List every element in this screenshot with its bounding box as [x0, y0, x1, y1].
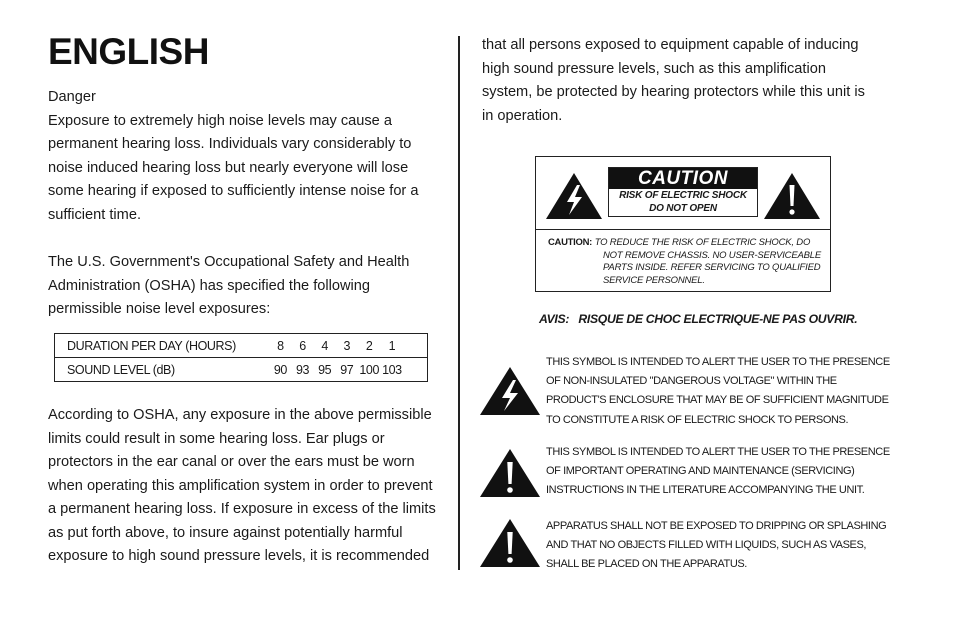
symbol-text-line: PRODUCT'S ENCLOSURE THAT MAY BE OF SUFFICIENT MAGNITUDE	[546, 394, 889, 407]
table-cell: 93	[295, 362, 310, 377]
symbol-text-line: THIS SYMBOL IS INTENDED TO ALERT THE USER TO THE PRESENCE	[546, 356, 890, 368]
caution-panel	[608, 167, 758, 217]
symbol-text-line: APPARATUS SHALL NOT BE EXPOSED TO DRIPPING OR SPLASHING	[546, 520, 887, 532]
symbol-text-line: OF IMPORTANT OPERATING AND MAINTENANCE (SERVICING)	[546, 465, 855, 478]
symbol-text-line: THIS SYMBOL IS INTENDED TO ALERT THE USER TO THE PRESENCE	[546, 446, 890, 458]
table-cell: 103	[382, 362, 402, 377]
table-cell: 8	[269, 334, 291, 358]
table-row	[55, 358, 428, 382]
caution-line: DO NOT OPEN	[649, 203, 717, 214]
according-line: as put forth above, to insure against potentially harmful	[48, 524, 403, 541]
caution-note-line: SERVICE PERSONNEL.	[603, 274, 705, 286]
continuation-paragraph	[482, 34, 882, 128]
column-divider	[458, 36, 460, 570]
noise-exposure-table	[54, 333, 428, 382]
table-cell: 2	[358, 334, 381, 358]
danger-line: permanent hearing loss. Individuals vary considerably to	[48, 136, 412, 152]
continuation-line: that all persons exposed to equipment capable of inducing	[482, 37, 859, 53]
lightning-triangle-icon	[544, 171, 604, 221]
danger-paragraph	[48, 86, 440, 227]
osha-line: The U.S. Government's Occupational Safety and Health	[48, 254, 410, 270]
danger-line: Exposure to extremely high noise levels may cause a	[48, 112, 392, 129]
symbol-text-line: INSTRUCTIONS IN THE LITERATURE ACCOMPANYING THE UNIT.	[546, 484, 865, 497]
osha-line: Administration (OSHA) has specified the following	[48, 277, 371, 294]
avis-warning: AVIS: RISQUE DE CHOC ELECTRIQUE-NE PAS OUVRIR.	[539, 312, 858, 326]
table-cell: 3	[336, 334, 358, 358]
exclamation-triangle-icon	[478, 517, 542, 569]
according-line: limits could result in some hearing loss. Ear plugs or	[48, 430, 385, 447]
according-paragraph	[48, 404, 443, 569]
continuation-line: in operation.	[482, 107, 563, 124]
danger-line: some hearing if exposed to sufficiently intense noise for a	[48, 183, 419, 199]
continuation-line: high sound pressure levels, such as this amplification	[482, 60, 826, 77]
symbol-text-line: TO CONSTITUTE A RISK OF ELECTRIC SHOCK TO PERSONS.	[546, 413, 849, 426]
caution-word: CAUTION	[609, 168, 757, 189]
table-row-label: DURATION PER DAY (HOURS)	[55, 334, 246, 358]
table-cell: 95	[318, 362, 332, 377]
caution-note	[548, 237, 828, 287]
according-line: According to OSHA, any exposure in the above permissible	[48, 407, 432, 423]
table-cell: 100	[359, 362, 380, 377]
continuation-line: system, be protected by hearing protectors while this unit is	[482, 84, 865, 100]
caution-line: RISK OF ELECTRIC SHOCK	[619, 190, 747, 201]
danger-line: noise induced hearing loss but nearly everyone will lose	[48, 159, 409, 176]
according-line: exposure to high sound pressure levels, it is recommended	[48, 548, 430, 564]
osha-line: permissible noise level exposures:	[48, 301, 271, 317]
table-cell: 97	[340, 362, 354, 377]
caution-note-line: NOT REMOVE CHASSIS. NO USER-SERVICEABLE	[603, 249, 821, 261]
table-cell: 1	[381, 334, 404, 358]
symbol-text-line: AND THAT NO OBJECTS FILLED WITH LIQUIDS, SUCH AS VASES,	[546, 539, 867, 552]
danger-line: sufficient time.	[48, 206, 142, 223]
table-cell: 90	[273, 362, 287, 377]
lightning-triangle-icon	[478, 365, 542, 417]
table-cell: 4	[314, 334, 336, 358]
caution-note-label: CAUTION:	[548, 237, 593, 248]
according-line: protectors in the ear canal or over the ears must be worn	[48, 454, 415, 470]
exclamation-triangle-icon	[762, 171, 822, 221]
table-cell: 6	[291, 334, 313, 358]
danger-heading: Danger	[48, 89, 96, 105]
osha-paragraph	[48, 251, 440, 322]
caution-note-line: PARTS INSIDE. REFER SERVICING TO QUALIFIED	[603, 262, 821, 274]
exclamation-triangle-icon	[478, 447, 542, 499]
left-column	[48, 30, 440, 346]
page-title: ENGLISH	[48, 31, 209, 72]
according-line: a permanent hearing loss. If exposure in excess of the limits	[48, 501, 436, 517]
according-line: when operating this amplification system in order to prevent	[48, 477, 433, 494]
caution-label	[535, 156, 831, 292]
symbol-text-line: SHALL BE PLACED ON THE APPARATUS.	[546, 558, 747, 571]
caution-label-header	[536, 157, 830, 230]
symbol-text-line: OF NON-INSULATED "DANGEROUS VOLTAGE" WITHIN THE	[546, 375, 837, 388]
caution-note-line: TO REDUCE THE RISK OF ELECTRIC SHOCK, DO	[594, 237, 811, 248]
table-row	[55, 334, 428, 358]
table-row-label: SOUND LEVEL (dB)	[67, 362, 175, 377]
